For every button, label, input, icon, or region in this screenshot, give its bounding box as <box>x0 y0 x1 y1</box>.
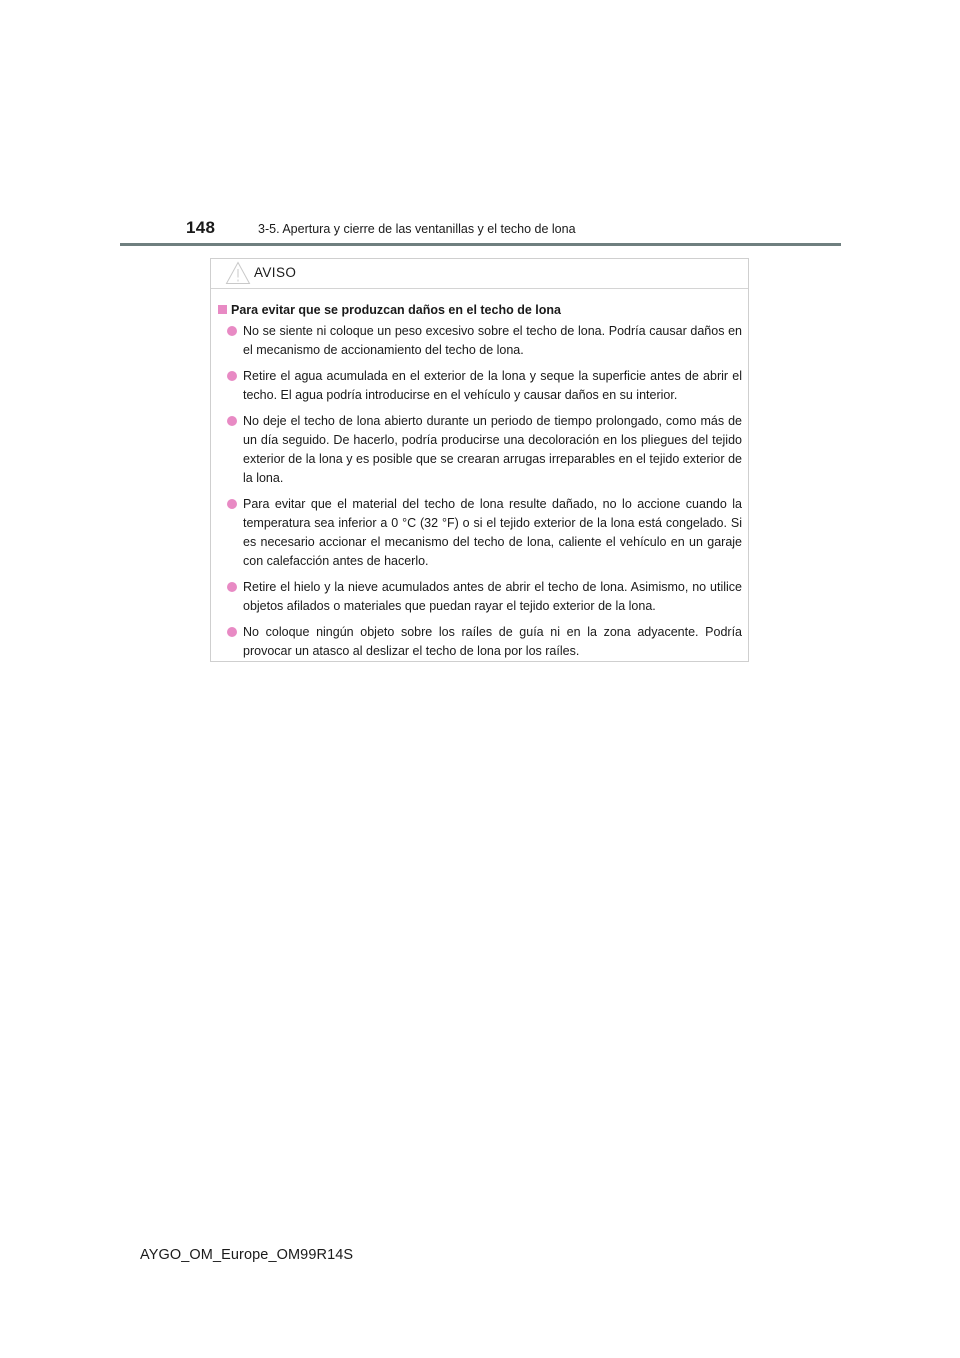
warning-items <box>217 322 742 661</box>
bullet-dot-icon <box>227 416 237 426</box>
list-item <box>217 367 742 405</box>
warning-triangle-icon <box>225 261 251 285</box>
header-rule <box>120 243 841 246</box>
bullet-dot-icon <box>227 627 237 637</box>
section-heading-text: Para evitar que se produzcan daños en el techo de lona <box>231 303 561 317</box>
warning-box <box>210 258 749 662</box>
list-item-text: Retire el hielo y la nieve acumulados antes de abrir el techo de lona. Asimismo, no utilice objetos afilados o materiales que puedan rayar el tejido exterior de la lona. <box>243 580 742 613</box>
bullet-dot-icon <box>227 499 237 509</box>
list-item <box>217 412 742 488</box>
list-item <box>217 495 742 571</box>
warning-title: AVISO <box>254 265 297 280</box>
list-item <box>217 578 742 616</box>
list-item-text: No coloque ningún objeto sobre los raíles de guía ni en la zona adyacente. Podría provocar un atasco al deslizar el techo de lona por los raíles. <box>243 625 742 658</box>
list-item <box>217 623 742 661</box>
page-number: 148 <box>186 218 216 237</box>
warning-header <box>211 259 748 289</box>
chapter-title: 3-5. Apertura y cierre de las ventanillas y el techo de lona <box>258 222 576 236</box>
bullet-dot-icon <box>227 371 237 381</box>
list-item <box>217 322 742 360</box>
document-code: AYGO_OM_Europe_OM99R14S <box>140 1247 354 1263</box>
bullet-dot-icon <box>227 326 237 336</box>
list-item-text: Para evitar que el material del techo de lona resulte dañado, no lo accione cuando la temperatura sea inferior a 0 °C (32 °F) o si el tejido exterior de la lona está congelado. Si es necesario accionar el mecanismo del techo de lona, caliente el vehículo en un garaje con calefacción antes de hacerlo. <box>243 497 742 568</box>
list-item-text: No se siente ni coloque un peso excesivo sobre el techo de lona. Podría causar daños en el mecanismo de accionamiento del techo de lona. <box>243 324 742 357</box>
warning-body <box>211 289 748 661</box>
list-item-text: Retire el agua acumulada en el exterior de la lona y seque la superficie antes de abrir el techo. El agua podría introducirse en el vehículo y causar daños en su interior. <box>243 369 742 402</box>
square-bullet-icon <box>218 305 227 314</box>
bullet-dot-icon <box>227 582 237 592</box>
list-item-text: No deje el techo de lona abierto durante un periodo de tiempo prolongado, como más de un día seguido. De hacerlo, podría producirse una decoloración en los pliegues del tejido exterior de la lona y es posible que se crearan arrugas irreparables en el tejido exterior de la lona. <box>243 414 742 485</box>
section-heading <box>217 301 742 319</box>
